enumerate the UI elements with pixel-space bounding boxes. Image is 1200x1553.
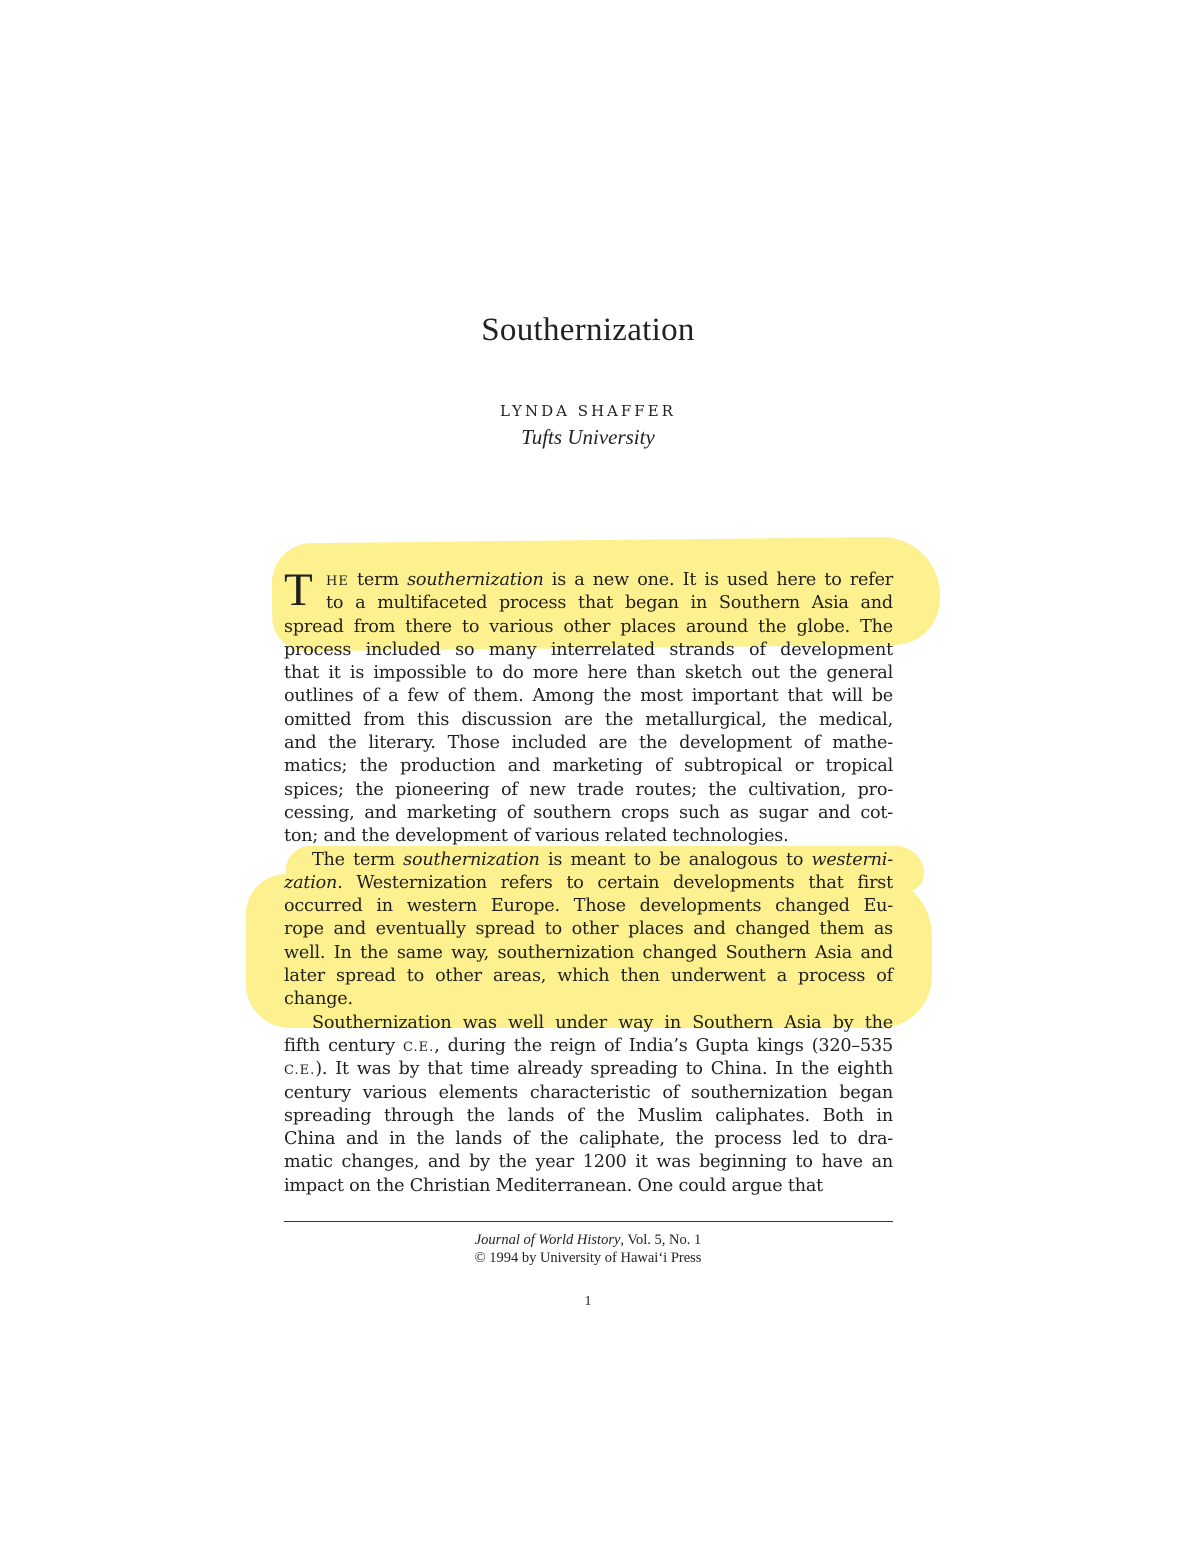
paragraph-2 — [284, 849, 893, 1012]
text-line — [284, 662, 893, 685]
text-line — [284, 1151, 893, 1174]
article-title: Southernization — [481, 312, 695, 348]
text-line — [284, 1128, 893, 1151]
text-run: impact on the Christian Mediterranean. One could argue that — [284, 1175, 824, 1196]
text-line — [284, 988, 893, 1011]
text-line — [284, 918, 893, 941]
text-run: , during the reign of India’s Gupta kings (320–535 — [434, 1035, 893, 1056]
text-run: change. — [284, 989, 353, 1010]
text-run: outlines of a few of them. Among the most important that will be — [284, 686, 893, 707]
text-run: that it is impossible to do more here than sketch out the general — [284, 663, 893, 684]
text-run: cessing, and marketing of southern crops such as sugar and cot- — [284, 802, 893, 823]
text-line — [284, 1012, 893, 1035]
text-run: China and in the lands of the caliphate, the process led to dra- — [284, 1129, 893, 1150]
text-line — [284, 709, 893, 732]
text-run: The term — [312, 849, 404, 870]
text-run: omitted from this discussion are the metallurgical, the medical, — [284, 709, 893, 730]
text-line — [284, 592, 893, 615]
journal-citation — [0, 1232, 1176, 1249]
text-run: spread from there to various other places around the globe. The — [284, 616, 893, 637]
text-run: . Westernization refers to certain developments that first — [337, 872, 893, 893]
text-line — [284, 802, 893, 825]
author-affiliation: Tufts University — [521, 425, 655, 449]
text-line — [284, 1035, 893, 1058]
text-run: occurred in western Europe. Those developments changed Eu- — [284, 896, 893, 917]
copyright-notice: © 1994 by University of Hawai‘i Press — [474, 1250, 702, 1266]
paragraph-3 — [284, 1012, 893, 1198]
text-run: C.E. — [403, 1039, 435, 1055]
text-run: matics; the production and marketing of subtropical or tropical — [284, 756, 893, 777]
footer-rule — [284, 1221, 893, 1222]
journal-volume: , Vol. 5, No. 1 — [620, 1232, 702, 1248]
text-line — [284, 849, 893, 872]
text-run: rope and eventually spread to other places and changed them as — [284, 919, 893, 940]
text-line — [284, 732, 893, 755]
text-run: C.E. — [284, 1063, 316, 1079]
text-run: well. In the same way, southernization changed Southern Asia and — [284, 942, 893, 963]
text-run: process included so many interrelated strands of development — [284, 639, 893, 660]
text-run: ton; and the development of various related technologies. — [284, 826, 789, 847]
text-run: is a new one. It is used here to refer — [543, 570, 893, 590]
text-line — [284, 569, 893, 592]
text-run: century various elements characteristic of southernization began — [284, 1082, 893, 1103]
text-run: and the literary. Those included are the development of mathe- — [284, 733, 893, 754]
text-run: westerni- — [811, 849, 893, 870]
text-line — [284, 825, 893, 848]
text-line — [284, 1105, 893, 1128]
text-line — [284, 895, 893, 918]
article-author: LYNDA SHAFFER — [500, 402, 676, 420]
text-run: to a multifaceted process that began in Southern Asia and — [326, 593, 893, 614]
article-body — [284, 564, 893, 1198]
paragraph-1 — [284, 564, 893, 849]
text-line — [284, 1175, 893, 1198]
text-run: southernization — [407, 570, 544, 590]
text-run: Southernization was well under way in Southern Asia by the — [312, 1012, 893, 1033]
text-line — [284, 755, 893, 778]
text-line — [284, 942, 893, 965]
journal-name: Journal of World History — [474, 1232, 621, 1248]
text-line — [284, 1058, 893, 1081]
text-run: is meant to be analogous to — [539, 849, 812, 870]
text-line — [284, 1082, 893, 1105]
text-run: term — [348, 570, 408, 590]
text-line — [284, 872, 893, 895]
text-line — [284, 616, 893, 639]
text-run: ). It was by that time already spreading to China. In the eighth — [315, 1059, 893, 1080]
drop-cap: T — [284, 564, 313, 616]
text-line — [284, 965, 893, 988]
text-line — [284, 685, 893, 708]
text-run: later spread to other areas, which then underwent a process of — [284, 966, 893, 987]
text-run: spreading through the lands of the Muslim caliphates. Both in — [284, 1105, 893, 1126]
text-run: matic changes, and by the year 1200 it was beginning to have an — [284, 1152, 893, 1173]
text-line — [284, 639, 893, 662]
text-run: fifth century — [284, 1035, 404, 1056]
text-run: spices; the pioneering of new trade routes; the cultivation, pro- — [284, 779, 893, 800]
page-number: 1 — [584, 1294, 592, 1309]
text-run: zation — [284, 872, 338, 893]
text-run: southernization — [403, 849, 540, 870]
text-run: HE — [326, 574, 349, 589]
text-line — [284, 779, 893, 802]
